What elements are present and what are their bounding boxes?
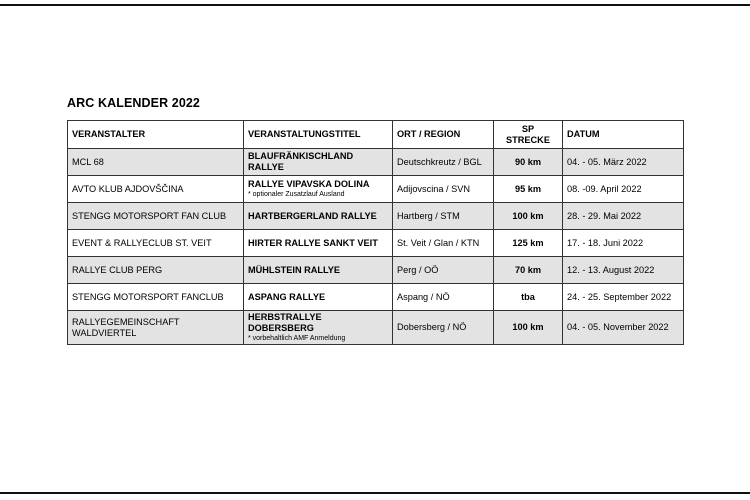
table-row bbox=[68, 176, 684, 203]
header-datum: DATUM bbox=[563, 121, 684, 149]
cell-titel bbox=[244, 257, 393, 284]
header-row bbox=[68, 121, 684, 149]
cell-ort: Deutschkreutz / BGL bbox=[393, 149, 494, 176]
cell-veranstalter: STENGG MOTORSPORT FAN CLUB bbox=[68, 203, 244, 230]
cell-datum: 04. - 05. November 2022 bbox=[563, 311, 684, 345]
cell-datum: 24. - 25. September 2022 bbox=[563, 284, 684, 311]
event-title: HERBSTRALLYE DOBERSBERG bbox=[248, 312, 322, 333]
event-title: ASPANG RALLYE bbox=[248, 291, 326, 302]
table-row bbox=[68, 284, 684, 311]
cell-sp-strecke: 90 km bbox=[494, 149, 563, 176]
cell-ort: Hartberg / STM bbox=[393, 203, 494, 230]
event-title: HARTBERGERLAND RALLYE bbox=[248, 210, 377, 221]
table-row bbox=[68, 149, 684, 176]
cell-datum: 04. - 05. März 2022 bbox=[563, 149, 684, 176]
cell-veranstalter: AVTO KLUB AJDOVŠČINA bbox=[68, 176, 244, 203]
cell-ort: Adijovscina / SVN bbox=[393, 176, 494, 203]
cell-titel bbox=[244, 230, 393, 257]
table-row bbox=[68, 257, 684, 284]
cell-datum: 17. - 18. Juni 2022 bbox=[563, 230, 684, 257]
event-title: RALLYE VIPAVSKA DOLINA bbox=[248, 179, 370, 189]
cell-ort: Dobersberg / NÖ bbox=[393, 311, 494, 345]
cell-sp-strecke: 125 km bbox=[494, 230, 563, 257]
event-note: * vorbehaltlich AMF Anmeldung bbox=[248, 335, 346, 342]
cell-veranstalter: EVENT & RALLYECLUB ST. VEIT bbox=[68, 230, 244, 257]
calendar-table bbox=[67, 120, 684, 345]
table-row bbox=[68, 203, 684, 230]
cell-datum: 28. - 29. Mai 2022 bbox=[563, 203, 684, 230]
bottom-border-line bbox=[0, 492, 750, 494]
header-titel: VERANSTALTUNGSTITEL bbox=[244, 121, 393, 149]
cell-ort: St. Veit / Glan / KTN bbox=[393, 230, 494, 257]
event-title: MÜHLSTEIN RALLYE bbox=[248, 264, 341, 275]
cell-datum: 08. -09. April 2022 bbox=[563, 176, 684, 203]
cell-titel bbox=[244, 176, 393, 203]
cell-titel bbox=[244, 203, 393, 230]
header-veranstalter: VERANSTALTER bbox=[68, 121, 244, 149]
cell-titel bbox=[244, 149, 393, 176]
cell-sp-strecke: 100 km bbox=[494, 203, 563, 230]
cell-datum: 12. - 13. August 2022 bbox=[563, 257, 684, 284]
event-title: BLAUFRÄNKISCHLAND RALLYE bbox=[248, 151, 354, 172]
cell-ort: Perg / OÖ bbox=[393, 257, 494, 284]
header-sp-line2: STRECKE bbox=[506, 134, 550, 145]
event-note: * optionaler Zusatzlauf Ausland bbox=[248, 191, 345, 198]
cell-veranstalter: STENGG MOTORSPORT FANCLUB bbox=[68, 284, 244, 311]
header-sp-strecke bbox=[494, 121, 563, 149]
header-sp-line1: SP bbox=[521, 123, 535, 134]
cell-sp-strecke: tba bbox=[494, 284, 563, 311]
cell-veranstalter: RALLYE CLUB PERG bbox=[68, 257, 244, 284]
cell-ort: Aspang / NÖ bbox=[393, 284, 494, 311]
cell-sp-strecke: 95 km bbox=[494, 176, 563, 203]
cell-titel bbox=[244, 284, 393, 311]
cell-sp-strecke: 100 km bbox=[494, 311, 563, 345]
top-border-line bbox=[0, 4, 750, 6]
cell-sp-strecke: 70 km bbox=[494, 257, 563, 284]
table-row bbox=[68, 230, 684, 257]
cell-veranstalter: MCL 68 bbox=[68, 149, 244, 176]
cell-titel bbox=[244, 311, 393, 345]
cell-veranstalter: RALLYEGEMEINSCHAFT WALDVIERTEL bbox=[68, 311, 244, 345]
event-title: HIRTER RALLYE SANKT VEIT bbox=[248, 237, 378, 248]
table-row bbox=[68, 311, 684, 345]
document-title: ARC KALENDER 2022 bbox=[67, 96, 200, 110]
header-ort: ORT / REGION bbox=[393, 121, 494, 149]
